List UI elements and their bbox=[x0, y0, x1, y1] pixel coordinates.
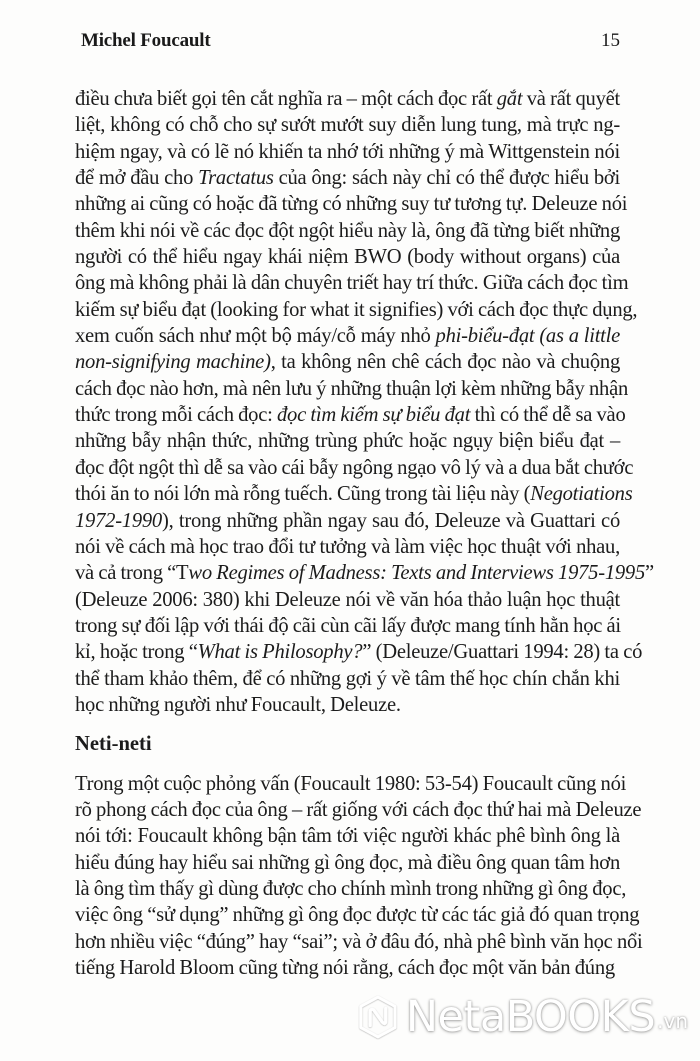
text-line bbox=[75, 191, 628, 217]
text-run: xem cuốn sách như một bộ máy/cỗ máy nhỏ bbox=[75, 325, 436, 348]
text-line bbox=[75, 823, 620, 849]
text-run: thức trong mỗi cách đọc: bbox=[75, 404, 277, 427]
text-run: nói về cách mà học trao đổi tư tưởng và làm việc học thuật với nhau, bbox=[75, 535, 620, 558]
text-run: tiếng Harold Bloom cũng từng nói rằng, cách đọc một văn bản đúng bbox=[75, 957, 615, 979]
text-run: kiếm sự biểu đạt (looking for what it signifies) với cách đọc thực dụng, bbox=[75, 298, 638, 321]
text-run: kỉ, hoặc trong “ bbox=[75, 641, 198, 664]
text-run: thì có thể dễ sa vào bbox=[470, 404, 626, 427]
watermark-suffix: .vn bbox=[657, 1009, 688, 1033]
text-run: điều chưa biết gọi tên cắt nghĩa ra – một cách đọc rất bbox=[75, 88, 497, 110]
italic-text-run: gắt bbox=[496, 88, 523, 110]
text-line bbox=[75, 560, 654, 586]
text-run: cách đọc nào hơn, mà nên lưu ý những thuận lợi kèm những bẫy nhận bbox=[75, 377, 629, 400]
text-line bbox=[75, 376, 629, 402]
paragraph-2 bbox=[75, 771, 643, 982]
text-run: hiệm ngay, và có lẽ nó khiến ta nhớ tới những ý mà Wittgenstein nói bbox=[75, 140, 620, 163]
paragraph-1 bbox=[75, 86, 654, 718]
italic-text-run: What is Philosophy? bbox=[197, 641, 363, 664]
text-line bbox=[75, 165, 620, 191]
text-run: thêm khi nói về các đọc đột ngột hiểu này là, ông đã từng biết những bbox=[75, 219, 620, 242]
italic-text-run: phi-biểu-đạt (as a little bbox=[435, 325, 620, 348]
text-run: nói tới: Foucault không bận tâm tới việc người khác phê bình ông là bbox=[75, 825, 620, 848]
text-line bbox=[75, 428, 620, 454]
text-line bbox=[75, 297, 638, 323]
text-line bbox=[75, 244, 620, 270]
text-run: hơn nhiều việc “đúng” hay “sai”; và ở đâu đó, nhà phê bình văn học nổi bbox=[75, 930, 643, 953]
text-line bbox=[75, 86, 620, 112]
text-run: Trong một cuộc phỏng vấn (Foucault 1980: 53-54) Foucault cũng nói bbox=[75, 772, 627, 795]
text-run: hiểu đúng hay hiểu sai những gì ông đọc, mà điều ông quan tâm hơn bbox=[75, 851, 620, 874]
text-run: đọc đột ngột thì dễ sa vào cái bẫy ngông ngạo vô lý và a dua bắt chước bbox=[75, 456, 634, 479]
text-run: rõ phong cách đọc của ông – rất giống với cách đọc thứ hai mà Deleuze bbox=[75, 798, 642, 821]
italic-text-run: Tractatus bbox=[198, 167, 274, 190]
text-run: trong sự đối lập với thái độ cãi cùn cãi lấy được mang tính hằn học ái bbox=[75, 614, 621, 637]
netabooks-logo-icon bbox=[358, 986, 398, 1048]
text-run: thói ăn to nói lớn mà rỗng tuếch. Cũng trong tài liệu này ( bbox=[75, 483, 531, 506]
italic-text-run: non-signifying machine) bbox=[75, 351, 271, 374]
text-run: và cả trong “T bbox=[75, 562, 189, 585]
watermark-brand: NetaBOOKS bbox=[405, 991, 656, 1042]
text-run: và rất quyết bbox=[522, 88, 620, 110]
text-line bbox=[75, 771, 627, 797]
body-text bbox=[75, 86, 654, 981]
text-run: thể tham khảo thêm, để có những gợi ý về tâm thế học chín chắn khi bbox=[75, 667, 620, 690]
text-line bbox=[75, 955, 620, 981]
text-line bbox=[75, 481, 633, 507]
text-run: ông mà không phải là dân chuyên triết hay trí thức. Giữa cách đọc tìm bbox=[75, 272, 629, 295]
text-line bbox=[75, 270, 629, 296]
running-title: Michel Foucault bbox=[81, 30, 211, 51]
italic-text-run: đọc tìm kiếm sự biểu đạt bbox=[277, 404, 471, 427]
text-line bbox=[75, 455, 634, 481]
text-line bbox=[75, 349, 620, 375]
text-line bbox=[75, 218, 620, 244]
text-line bbox=[75, 402, 626, 428]
text-run: , ta không nên chê cách đọc nào và chuộng bbox=[270, 351, 620, 374]
text-run: (Deleuze 2006: 380) khi Deleuze nói về văn hóa thảo luận học thuật bbox=[75, 588, 620, 611]
text-line bbox=[75, 534, 620, 560]
text-run: liệt, không có chỗ cho sự sướt mướt suy diễn lung tung, mà trực ng- bbox=[75, 114, 620, 137]
text-line bbox=[75, 692, 620, 718]
text-run: ” bbox=[645, 562, 654, 585]
text-line bbox=[75, 666, 620, 692]
text-line bbox=[75, 508, 620, 534]
text-line bbox=[75, 587, 620, 613]
text-run: người có thể hiểu ngay khái niệm BWO (body without organs) của bbox=[75, 246, 620, 269]
text-run: học những người như Foucault, Deleuze. bbox=[75, 693, 401, 716]
italic-text-run: wo Regimes of Madness: Texts and Interviews 1975-1995 bbox=[188, 562, 646, 585]
text-run: những bẫy nhận thức, những trùng phức hoặc ngụy biện biểu đạt – bbox=[75, 430, 620, 453]
text-run: ), trong những phần ngay sau đó, Deleuze và Guattari có bbox=[161, 509, 620, 532]
text-line bbox=[75, 876, 627, 902]
text-line bbox=[75, 929, 643, 955]
text-line bbox=[75, 613, 620, 639]
text-run: để mở đầu cho bbox=[75, 167, 199, 190]
text-run: ” (Deleuze/Guattari 1994: 28) ta có bbox=[362, 641, 643, 664]
text-line bbox=[75, 323, 620, 349]
section-heading: Neti-neti bbox=[75, 733, 152, 756]
netabooks-watermark bbox=[358, 984, 688, 1050]
text-run: việc ông “sử dụng” những gì ông đọc được từ các tác giả đó quan trọng bbox=[75, 904, 640, 927]
text-line bbox=[75, 850, 620, 876]
text-line bbox=[75, 639, 643, 665]
text-run: là ông tìm thấy gì dùng được cho chính mình trong những gì ông đọc, bbox=[75, 877, 627, 900]
text-run: của ông: sách này chỉ có thể được hiểu bởi bbox=[273, 167, 620, 190]
text-line bbox=[75, 902, 640, 928]
page-number: 15 bbox=[601, 30, 620, 51]
text-run: những ai cũng có hoặc đã từng có những suy tư tương tự. Deleuze nói bbox=[75, 193, 628, 216]
text-line bbox=[75, 112, 620, 138]
italic-text-run: 1972-1990 bbox=[75, 509, 162, 532]
italic-text-run: Negotiations bbox=[530, 483, 633, 506]
text-line bbox=[75, 797, 642, 823]
text-line bbox=[75, 139, 620, 165]
